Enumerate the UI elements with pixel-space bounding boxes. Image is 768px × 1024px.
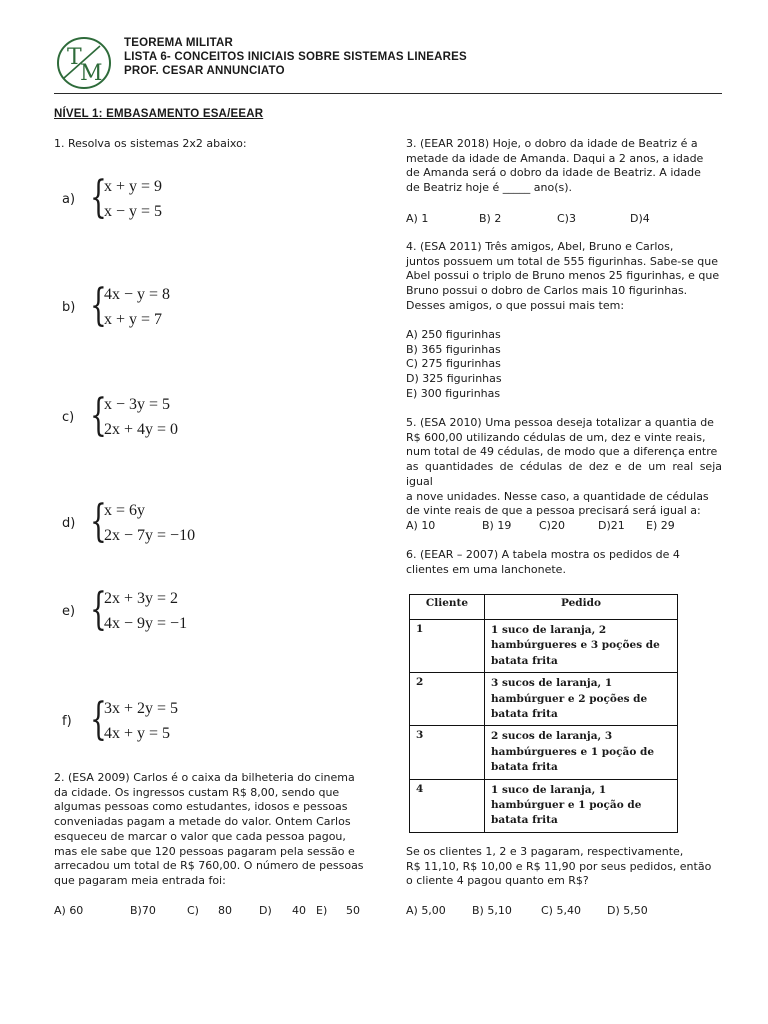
q6-text bbox=[406, 548, 722, 577]
q3-option: A) 1 bbox=[406, 212, 429, 225]
left-brace: { bbox=[90, 584, 107, 635]
system-label: c) bbox=[62, 410, 75, 425]
q5-line: a nove unidades. Nesse caso, a quantidade de cédulas bbox=[406, 489, 709, 503]
system-e bbox=[62, 584, 302, 642]
q6-after-line: R$ 11,10, R$ 10,00 e R$ 11,90 por seus pedidos, então bbox=[406, 859, 712, 873]
q2-option: E) bbox=[316, 904, 328, 917]
document-header bbox=[124, 36, 467, 78]
header-line-1: TEOREMA MILITAR bbox=[124, 37, 234, 49]
q2-option: 50 bbox=[346, 904, 360, 917]
table-cell-pedido bbox=[485, 620, 678, 673]
q6-option: A) 5,00 bbox=[406, 904, 446, 917]
header-divider bbox=[54, 93, 722, 94]
q2-text bbox=[54, 771, 370, 889]
q2-option: D) bbox=[259, 904, 272, 917]
q6-after-line: Se os clientes 1, 2 e 3 pagaram, respectivamente, bbox=[406, 845, 684, 858]
table-row bbox=[410, 779, 678, 832]
q4-line: Desses amigos, o que possui mais tem: bbox=[406, 298, 625, 312]
table-cell-pedido bbox=[485, 673, 678, 726]
equation-1: 2x + 3y = 2 bbox=[104, 590, 179, 607]
q4-line: Bruno possui o dobro de Carlos mais 10 figurinhas. bbox=[406, 284, 688, 298]
pedido-line: batata frita bbox=[491, 708, 558, 721]
q4-text bbox=[406, 240, 722, 314]
pedido-line: hambúrgueres e 3 poções de bbox=[491, 639, 660, 652]
pedido-line: batata frita bbox=[491, 814, 558, 827]
q3-line: metade da idade de Amanda. Daqui a 2 anos, a idade bbox=[406, 151, 704, 165]
q4-line: juntos possuem um total de 555 figurinhas. Sabe-se que bbox=[406, 254, 718, 268]
pedido-line: batata frita bbox=[491, 654, 558, 667]
q5-line: as quantidades de cédulas de dez e de um real seja igual bbox=[406, 460, 722, 488]
left-brace: { bbox=[90, 694, 107, 745]
system-label: e) bbox=[62, 604, 76, 619]
table-cell-pedido bbox=[485, 779, 678, 832]
q6-option: C) 5,40 bbox=[541, 904, 581, 917]
left-brace: { bbox=[90, 390, 107, 441]
equation-1: x − 3y = 5 bbox=[104, 396, 171, 413]
q2-line: arrecadou um total de R$ 760,00. O número de pessoas bbox=[54, 859, 364, 873]
logo-letter-m: M bbox=[80, 61, 103, 86]
pedido-line: 1 suco de laranja, 2 bbox=[491, 624, 607, 636]
table-cell-pedido bbox=[485, 726, 678, 779]
q3-option: D)4 bbox=[630, 212, 650, 225]
q6-followup bbox=[406, 845, 722, 889]
q4-option: E) 300 figurinhas bbox=[406, 386, 501, 400]
table-header-pedido: Pedido bbox=[485, 595, 678, 620]
q6-line: 6. (EEAR – 2007) A tabela mostra os pedidos de 4 bbox=[406, 548, 680, 561]
system-b bbox=[62, 280, 302, 338]
table-cell-cliente: 1 bbox=[410, 620, 485, 673]
system-d bbox=[62, 496, 302, 554]
equation-2: x + y = 7 bbox=[104, 311, 163, 328]
q6-option: B) 5,10 bbox=[472, 904, 512, 917]
equation-2: 2x + 4y = 0 bbox=[104, 421, 179, 438]
header-line-3: PROF. CESAR ANNUNCIATO bbox=[124, 65, 285, 77]
pedido-line: hambúrguer e 1 poção de bbox=[491, 799, 642, 812]
logo-letter-t: T bbox=[67, 45, 82, 70]
table-header-row bbox=[410, 595, 678, 620]
q5-line: num total de 49 cédulas, de modo que a diferença entre bbox=[406, 445, 718, 459]
orders-table bbox=[409, 594, 678, 833]
level-title: NÍVEL 1: EMBASAMENTO ESA/EEAR bbox=[54, 108, 264, 120]
header-line-2: LISTA 6- CONCEITOS INICIAIS SOBRE SISTEMAS LINEARES bbox=[124, 51, 467, 63]
equation-1: 3x + 2y = 5 bbox=[104, 700, 179, 717]
q5-option: C)20 bbox=[539, 519, 565, 532]
table-header-cliente: Cliente bbox=[410, 595, 485, 620]
equation-2: x − y = 5 bbox=[104, 203, 163, 220]
equation-2: 4x + y = 5 bbox=[104, 725, 171, 742]
system-c bbox=[62, 390, 302, 448]
q2-option: 80 bbox=[218, 904, 232, 917]
left-brace: { bbox=[90, 496, 107, 547]
q5-text bbox=[406, 416, 722, 519]
table-cell-cliente: 2 bbox=[410, 673, 485, 726]
left-brace: { bbox=[90, 172, 107, 223]
q2-line: esqueceu de marcar o valor que cada pessoa pagou, bbox=[54, 829, 346, 843]
equation-1: x + y = 9 bbox=[104, 178, 163, 195]
pedido-line: batata frita bbox=[491, 761, 558, 774]
q6-line: clientes em uma lanchonete. bbox=[406, 562, 566, 576]
table-cell-cliente: 3 bbox=[410, 726, 485, 779]
q4-option: D) 325 figurinhas bbox=[406, 372, 502, 386]
q2-option: A) 60 bbox=[54, 904, 84, 917]
system-label: d) bbox=[62, 516, 76, 531]
system-label: f) bbox=[62, 714, 72, 729]
equation-1: 4x − y = 8 bbox=[104, 286, 171, 303]
q6-option: D) 5,50 bbox=[607, 904, 648, 917]
pedido-line: 2 sucos de laranja, 3 bbox=[491, 730, 613, 743]
q5-line: 5. (ESA 2010) Uma pessoa deseja totalizar a quantia de bbox=[406, 416, 714, 429]
pedido-line: 1 suco de laranja, 1 bbox=[491, 783, 607, 796]
q5-option: B) 19 bbox=[482, 519, 512, 532]
q3-line: de Beatriz hoje é _____ ano(s). bbox=[406, 181, 572, 195]
q2-line: 2. (ESA 2009) Carlos é o caixa da bilheteria do cinema bbox=[54, 771, 355, 784]
q2-line: algumas pessoas como estudantes, idosos e pessoas bbox=[54, 800, 348, 814]
q3-text bbox=[406, 137, 722, 196]
q2-option: 40 bbox=[292, 904, 306, 917]
q2-line: conveniadas pagam a metade do valor. Ontem Carlos bbox=[54, 815, 351, 829]
system-label: b) bbox=[62, 300, 76, 315]
left-brace: { bbox=[90, 280, 107, 331]
teorema-militar-logo bbox=[56, 36, 112, 90]
q2-option: B)70 bbox=[130, 904, 156, 917]
q4-option: B) 365 figurinhas bbox=[406, 342, 501, 356]
q5-line: R$ 600,00 utilizando cédulas de um, dez e vinte reais, bbox=[406, 430, 706, 444]
table-row bbox=[410, 726, 678, 779]
q5-option: D)21 bbox=[598, 519, 625, 532]
q2-line: que pagaram meia entrada foi: bbox=[54, 873, 226, 887]
q2-option: C) bbox=[187, 904, 199, 917]
pedido-line: hambúrgueres e 1 poção de bbox=[491, 745, 655, 758]
table-row bbox=[410, 620, 678, 673]
equation-2: 2x − 7y = −10 bbox=[104, 527, 196, 544]
q3-line: de Amanda será o dobro da idade de Beatriz. A idade bbox=[406, 166, 701, 180]
table-cell-cliente: 4 bbox=[410, 779, 485, 832]
equation-2: 4x − 9y = −1 bbox=[104, 615, 188, 632]
q6-after-line: o cliente 4 pagou quanto em R$? bbox=[406, 874, 589, 888]
system-f bbox=[62, 694, 302, 752]
q5-option: E) 29 bbox=[646, 519, 675, 532]
pedido-line: 3 sucos de laranja, 1 bbox=[491, 677, 613, 690]
q3-option: C)3 bbox=[557, 212, 576, 225]
q5-option: A) 10 bbox=[406, 519, 436, 532]
q2-line: da cidade. Os ingressos custam R$ 8,00, sendo que bbox=[54, 785, 340, 799]
q4-options bbox=[406, 328, 502, 402]
system-label: a) bbox=[62, 192, 76, 207]
q5-line: de vinte reais de que a pessoa precisará será igual a: bbox=[406, 504, 701, 518]
q4-option: A) 250 figurinhas bbox=[406, 328, 501, 341]
q3-line: 3. (EEAR 2018) Hoje, o dobro da idade de Beatriz é a bbox=[406, 137, 698, 150]
q4-line: Abel possui o triplo de Bruno menos 25 figurinhas, e que bbox=[406, 269, 720, 283]
system-a bbox=[62, 172, 302, 230]
equation-1: x = 6y bbox=[104, 502, 146, 519]
q3-option: B) 2 bbox=[479, 212, 502, 225]
q1-prompt: 1. Resolva os sistemas 2x2 abaixo: bbox=[54, 137, 247, 150]
pedido-line: hambúrguer e 2 poções de bbox=[491, 692, 648, 705]
q4-option: C) 275 figurinhas bbox=[406, 357, 501, 371]
table-row bbox=[410, 673, 678, 726]
q2-line: mas ele sabe que 120 pessoas pagaram pela sessão e bbox=[54, 844, 355, 858]
q4-line: 4. (ESA 2011) Três amigos, Abel, Bruno e Carlos, bbox=[406, 240, 674, 253]
